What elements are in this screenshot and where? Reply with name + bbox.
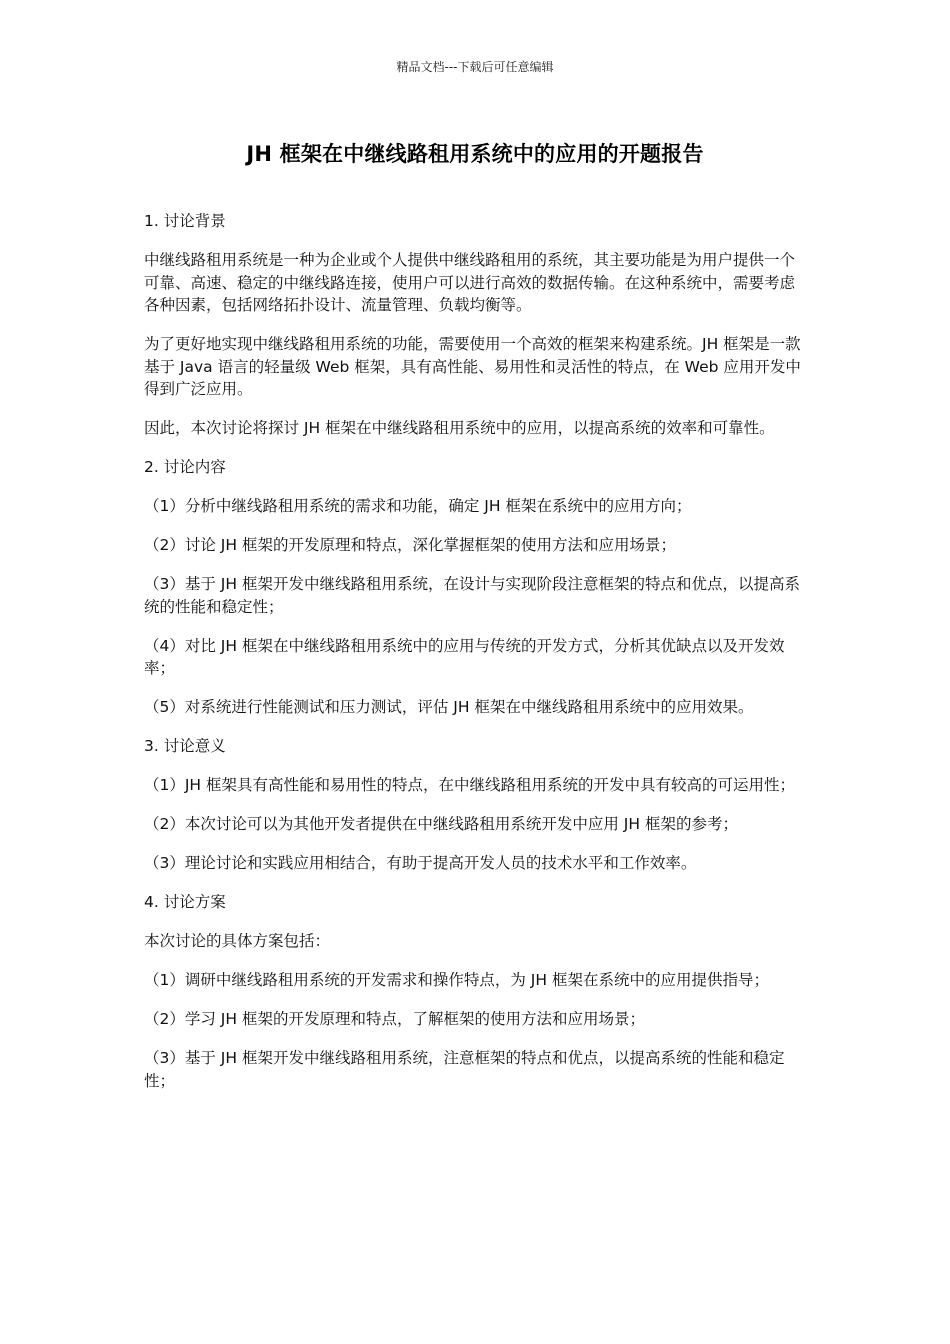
list-item: （3）基于 JH 框架开发中继线路租用系统，在设计与实现阶段注意框架的特点和优点，以提高系统的性能和稳定性； <box>144 575 800 616</box>
paragraph: 本次讨论的具体方案包括： <box>144 932 331 950</box>
document-title: JH 框架在中继线路租用系统中的应用的开题报告 <box>246 142 704 166</box>
section-heading-significance: 3. 讨论意义 <box>144 737 226 755</box>
list-item: （4）对比 JH 框架在中继线路租用系统中的应用与传统的开发方式，分析其优缺点以及开发效率； <box>144 636 785 677</box>
list-item: （3）理论讨论和实践应用相结合，有助于提高开发人员的技术水平和工作效率。 <box>144 854 697 872</box>
section-heading-plan: 4. 讨论方案 <box>144 893 226 911</box>
header-note: 精品文档---下载后可任意编辑 <box>396 60 554 74</box>
paragraph: 因此，本次讨论将探讨 JH 框架在中继线路租用系统中的应用，以提高系统的效率和可靠性。 <box>144 419 775 437</box>
list-item: （2）学习 JH 框架的开发原理和特点，了解框架的使用方法和应用场景； <box>144 1010 645 1028</box>
section-heading-content: 2. 讨论内容 <box>144 458 226 476</box>
list-item: （1）JH 框架具有高性能和易用性的特点，在中继线路租用系统的开发中具有较高的可运用性； <box>144 776 796 794</box>
list-item: （1）分析中继线路租用系统的需求和功能，确定 JH 框架在系统中的应用方向； <box>144 497 692 515</box>
paragraph: 中继线路租用系统是一种为企业或个人提供中继线路租用的系统，其主要功能是为用户提供一个可靠、高速、稳定的中继线路连接，使用户可以进行高效的数据传输。在这种系统中，需要考虑各种因素，包括网络拓扑设计、流量管理、负载均衡等。 <box>144 251 796 314</box>
document-body <box>144 210 808 1109</box>
list-item: （3）基于 JH 框架开发中继线路租用系统，注意框架的特点和优点，以提高系统的性能和稳定性； <box>144 1049 785 1090</box>
paragraph: 为了更好地实现中继线路租用系统的功能，需要使用一个高效的框架来构建系统。JH 框架是一款基于 Java 语言的轻量级 Web 框架，具有高性能、易用性和灵活性的特点，在 Web 应用开发中得到广泛应用。 <box>144 335 801 398</box>
list-item: （2）讨论 JH 框架的开发原理和特点，深化掌握框架的使用方法和应用场景； <box>144 536 676 554</box>
section-heading-background: 1. 讨论背景 <box>144 212 226 230</box>
list-item: （1）调研中继线路租用系统的开发需求和操作特点，为 JH 框架在系统中的应用提供指导； <box>144 971 769 989</box>
list-item: （2）本次讨论可以为其他开发者提供在中继线路租用系统开发中应用 JH 框架的参考； <box>144 815 738 833</box>
list-item: （5）对系统进行性能测试和压力测试，评估 JH 框架在中继线路租用系统中的应用效果。 <box>144 698 754 716</box>
